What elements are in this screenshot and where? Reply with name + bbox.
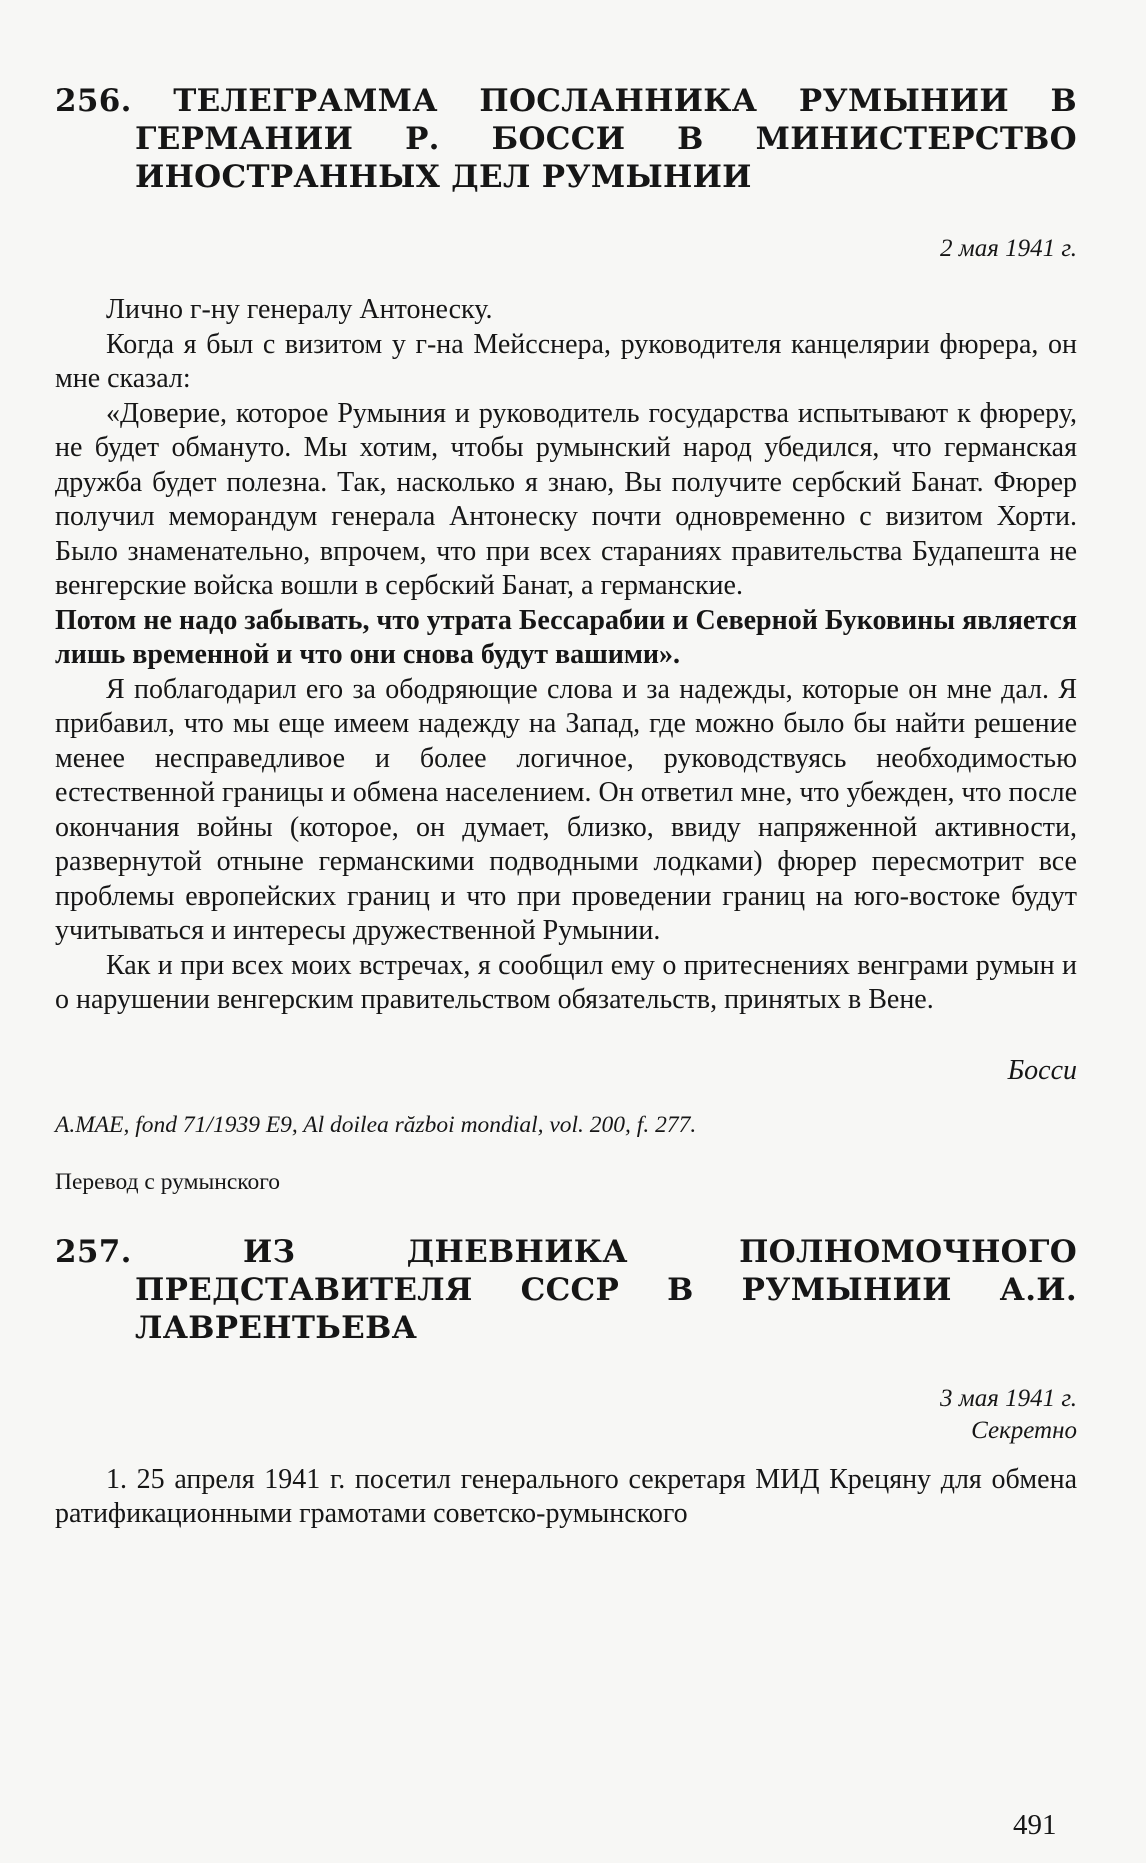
document-256-quote: «Доверие, которое Румыния и руководитель государства испытывают к фюреру, не будет обмануто. Мы хотим, чтобы румынский народ убедился, что германская дружба будет полезна. Так, насколько я знаю, Вы получите сербский Банат. Фюрер получил меморандум генерала Антонеску почти одновременно с визитом Хорти. Было знаменательно, впрочем, что при всех стараниях правительства Будапешта не венгерские войска вошли в сербский Банат, а германские. [55, 397, 1077, 601]
document-256-paragraph: Я поблагодарил его за ободряющие слова и за надежды, которые он мне дал. Я прибавил, что мы еще имеем надежду на Запад, где можно было бы найти решение менее несправедливое и более логичное, руководствуясь необходимостью естественной границы и обмена населением. Он ответил мне, что убежден, что после окончания войны (которое, он думает, близко, ввиду напряженной активности, развернутой отныне германскими подводными лодками) фюрер пересмотрит все проблемы европейских границ и что при проведении границ на юго-востоке будут учитываться и интересы дружественной Румынии. [55, 673, 1077, 946]
document-257-heading: 257. ИЗ ДНЕВНИКА ПОЛНОМОЧНОГО ПРЕДСТАВИТЕЛЯ СССР В РУМЫНИИ А.И. ЛАВРЕНТЬЕВА [55, 1233, 1077, 1346]
page-number: 491 [1013, 1809, 1057, 1841]
document-257-date: 3 мая 1941 г. [940, 1384, 1077, 1412]
document-256-archive-reference: A.MAE, fond 71/1939 E9, Al doilea război mondial, vol. 200, f. 277. [55, 1111, 697, 1138]
document-256-signature: Босси [1007, 1054, 1077, 1086]
document-256-date: 2 мая 1941 г. [940, 235, 1077, 262]
document-256-heading: 256. ТЕЛЕГРАММА ПОСЛАННИКА РУМЫНИИ В ГЕРМАНИИ Р. БОССИ В МИНИСТЕРСТВО ИНОСТРАННЫХ ДЕЛ РУМЫНИИ [55, 83, 1077, 195]
document-256-paragraph: Как и при всех моих встречах, я сообщил ему о притеснениях венграми румын и о нарушении венгерским правительством обязательств, принятых в Вене. [55, 949, 1077, 1015]
document-256-paragraph: Когда я был с визитом у г-на Мейсснера, руководителя канцелярии фюрера, он мне сказал: [55, 328, 1077, 394]
page-content [55, 82, 1077, 1532]
document-257-paragraph: 1. 25 апреля 1941 г. посетил генерального секретаря МИД Крецяну для обмена ратификационными грамотами советско-румынского [55, 1463, 1077, 1529]
document-256-translation-note: Перевод с румынского [55, 1168, 281, 1195]
document-256-quote-bold: Потом не надо забывать, что утрата Бессарабии и Северной Буковины является лишь временной и что они снова будут вашими». [55, 604, 1077, 670]
document-256-paragraph: Лично г-ну генералу Антонеску. [106, 294, 493, 325]
document-257-classification: Секретно [971, 1416, 1077, 1444]
